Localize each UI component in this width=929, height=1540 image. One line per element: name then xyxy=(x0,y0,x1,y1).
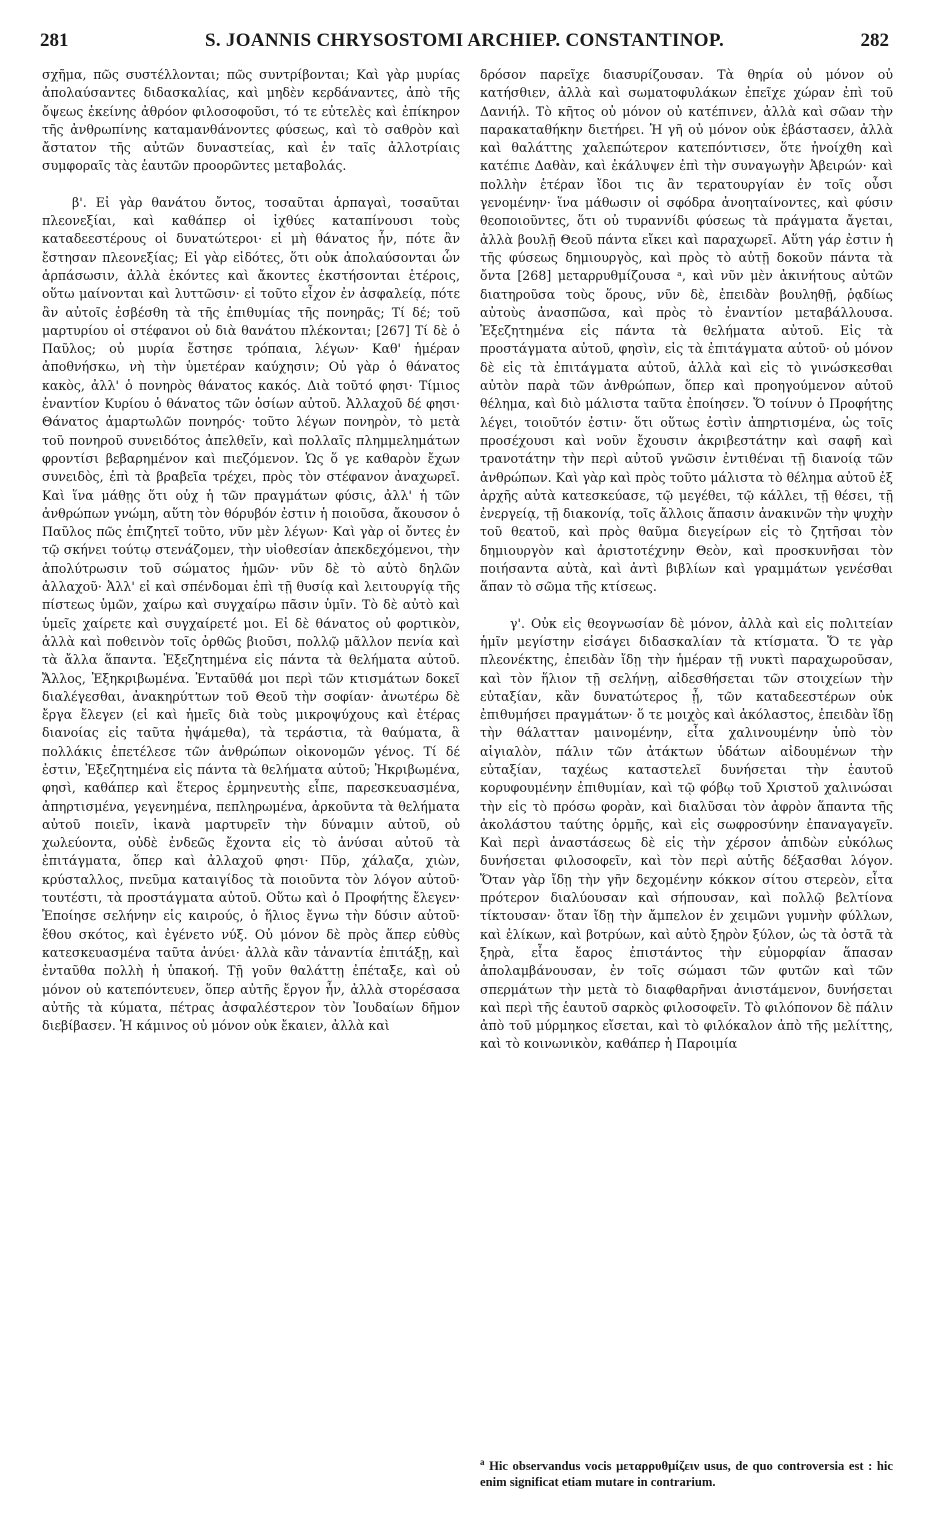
page-header xyxy=(40,30,889,60)
page-number-right: 282 xyxy=(860,30,889,51)
running-title: S. JOANNIS CHRYSOSTOMI ARCHIEP. CONSTANTINOP. xyxy=(204,30,725,51)
left-paragraph-2: β'. Εἰ γὰρ θανάτου ὄντος, τοσαῦται ἁρπαγαὶ, τοσαῦται πλεονεξίαι, καὶ καθάπερ οἱ ἰχθύες καταπίνουσι τοὺς καταδεεστέρους οἱ δυνατώτεροι· εἰ μὴ θάνατος ἦν, πότε ἂν ἔστησαν πλεονεξίας; Εἰ γὰρ εἰδότες, ὅτι οὐκ ἀπολαύσονται ὧν ἁρπάσωσιν, ἀλλὰ ἑκόντες καὶ ἄκοντες ἐκστήσονται ἑτέροις, οὕτω μαίνονται καὶ λυττῶσιν· εἰ τοῦτο εἶχον ἐν ἀσφαλείᾳ, πότε ἂν αὐτοῖς ἐσβέσθη τὰ τῆς ἐπιθυμίας τῆς πονηρᾶς; Τί δέ; τοῦ μαρτυρίου οἱ στέφανοι οὐ διὰ θανάτου πλέκονται; [267] Τί δὲ ὁ Παῦλος; οὐ μυρία ἔστησε τρόπαια, λέγων· Καθ' ἡμέραν ἀποθνήσκω, νὴ τὴν ὑμετέραν καύχησιν; Οὐ γὰρ ὁ θάνατος κακὸς, ἀλλ' ὁ πονηρὸς θάνατος κακός. Διὰ τοῦτό φησι· Τίμιος ἐναντίον Κυρίου ὁ θάνατος τῶν ὁσίων αὐτοῦ. Ἀλλαχοῦ δέ φησι· Θάνατος ἁμαρτωλῶν πονηρός· τοῦτο λέγων πονηρὸν, τὸ μετὰ τοῦ πονηροῦ συνειδότος ἀπελθεῖν, καὶ πολλαῖς πλημμελημάτων φροντίσι βεβαρημένον καὶ πιεζόμενον. Ὡς ὅ γε καθαρὸν ἔχων συνειδὸς, ἐπὶ τὰ βραβεῖα τρέχει, πρὸς τὸν στέφανον ἀναχωρεῖ. Καὶ ἵνα μάθῃς ὅτι οὐχ ἡ τῶν πραγμάτων φύσις, ἀλλ' ἡ τῶν ἀνθρώπων γνώμη, αὕτη τὸν θόρυβόν ἐστιν ἡ ποιοῦσα, ἄκουσον ὁ Παῦλος πῶς ἐπιζητεῖ τοῦτο, νῦν μὲν λέγων· Καὶ γὰρ οἱ ὄντες ἐν τῷ σκήνει τούτῳ στενάζομεν, τὴν υἱοθεσίαν ἀπεκδεχόμενοι, τὴν ἀπολύτρωσιν τοῦ σώματος ἡμῶν· νῦν δὲ τὸ αὐτὸ δηλῶν ἀλλαχοῦ· Ἀλλ' εἰ καὶ σπένδομαι ἐπὶ τῇ θυσίᾳ καὶ λειτουργίᾳ τῆς πίστεως ὑμῶν, χαίρω καὶ συγχαίρω πᾶσιν ὑμῖν. Τὸ δὲ αὐτὸ καὶ ὑμεῖς χαίρετε καὶ συγχαίρετέ μοι. Εἰ δὲ θάνατος οὐ φορτικὸν, ἀλλὰ καὶ ποθεινὸν τοῖς ὀρθῶς βιοῦσι, πολλῷ μᾶλλον πενία καὶ τὰ ἄλλα ἅπαντα. Ἐξεζητημένα εἰς πάντα τὰ θελήματα αὐτοῦ. Ἄλλος, Ἐξηκριβωμένα. Ἐνταῦθά μοι περὶ τῶν κτισμάτων δοκεῖ διαλέγεσθαι, ἀνακηρύττων τοῦ Θεοῦ τὴν σοφίαν· ἀνωτέρω δὲ ἔργα ἔλεγεν (εἰ καὶ ἡμεῖς διὰ τοὺς μικροψύχους καὶ ἑτέρας διανοίας εἰς ταῦτα ἠψάμεθα), τὰ τεράστια, τὰ θαύματα, ἃ πολλάκις ἐπετέλεσε τῶν ἀνθρώπων οἰκονομῶν γένος. Τί δέ ἐστιν, Ἐξεζητημένα εἰς πάντα τὰ θελήματα αὐτοῦ; Ἠκριβωμένα, φησὶ, καθάπερ καὶ ἕτερος ἑρμηνευτὴς εἶπε, παρεσκευασμένα, ἀπηρτισμένα, γεγενημένα, πεπληρωμένα, ἀρκοῦντα τὰ θελήματα αὐτοῦ ποιεῖν, ἱκανὰ μαρτυρεῖν τὴν δύναμιν αὐτοῦ, οὐ χωλεύοντα, οὐδὲ ἐνδεῶς ἔχοντα εἰς τὸ ἀνύσαι αὐτοῦ τὰ ἐπιτάγματα, ὅπερ καὶ ἀλλαχοῦ φησι· Πῦρ, χάλαζα, χιὼν, κρύσταλλος, πνεῦμα καταιγίδος τὰ ποιοῦντα τὸν λόγον αὐτοῦ· τουτέστι, τὰ προστάγματα αὐτοῦ. Οὕτω καὶ ὁ Προφήτης ἔλεγεν· Ἐποίησε σελήνην εἰς καιρούς, ὁ ἥλιος ἔγνω τὴν δύσιν αὐτοῦ· ἔθου σκότος, καὶ ἐγένετο νύξ. Οὐ μόνον δὲ πρὸς ἅπερ εὐθὺς κατεσκευασμένα ταῦτα ἀνύει· ἀλλὰ κἂν τἀναντία ἐπιτάξῃ, καὶ ἐνταῦθα πολλὴ ἡ ὑπακοή. Τῇ γοῦν θαλάττῃ ἐπέταξε, καὶ οὐ μόνον οὐ κατεπόντευεν, ὅπερ αὐτῆς ἔργον ἦν, ἀλλὰ στορέσασα αὐτῆς τὰ κύματα, πέτρας ἀσφαλέστερον τὸν Ἰουδαίων δῆμον διεβίβασεν. Ἡ κάμινος οὐ μόνον οὐκ ἔκαιεν, ἀλλὰ καὶ xyxy=(42,194,460,1034)
footnote-text: Hic observandus vocis μεταρρυθμίζειν usus, de quo controversia est : hic enim significat etiam mutare in contrarium. xyxy=(480,1459,893,1490)
left-paragraph-1: σχῆμα, πῶς συστέλλονται; πῶς συντρίβονται; Καὶ γὰρ μυρίας ἀπολαύσαντες διδασκαλίας, καὶ μηδὲν κερδάναντες, ἀπὸ τῆς ὄψεως ἐκείνης ἀθρόον φιλοσοφοῦσι, τό τε εὐτελὲς καὶ ἐπίκηρον τῆς ἀνθρωπίνης καταμανθάνοντες φύσεως, καὶ τὸ σαθρὸν καὶ ἄστατον τῆς αὐτῶν δυναστείας, καὶ ἐν ταῖς ἀλλοτρίαις συμφοραῖς τὰς ἑαυτῶν προορῶντες μεταβολάς. xyxy=(42,67,460,174)
right-paragraph-2: γ'. Οὐκ εἰς θεογνωσίαν δὲ μόνον, ἀλλὰ καὶ εἰς πολιτείαν ἡμῖν μεγίστην εἰσάγει διδασκαλίαν τὰ κτίσματα. Ὅ τε γὰρ πλεονέκτης, ἐπειδὰν ἴδῃ τὴν ἡμέραν τῇ νυκτὶ παραχωροῦσαν, καὶ τὸν ἥλιον τῇ σελήνῃ, αἰδεσθήσεται τῶν στοιχείων τὴν εὐταξίαν, κἂν δυνατώτερος ᾖ, τῶν καταδεεστέρων οὐκ ἐπιθυμήσει πραγμάτων· ὅ τε μοιχὸς καὶ ἀκόλαστος, ἐπειδὰν ἴδῃ τὴν θάλατταν μαινομένην, εἶτα χαλινουμένην ὑπὸ τὸν αἰγιαλὸν, πάλιν τῶν ἀτάκτων ὑδάτων αἰδουμένων τὴν εὐταξίαν, ταχέως καταστελεῖ δυνήσεται τὴν ἑαυτοῦ κορυφουμένην ἐπιθυμίαν, καὶ τῷ φόβῳ τοῦ Χριστοῦ χαλινώσαι τὴν εἰς τὸ πρόσω φορὰν, καὶ διαλῦσαι τὸν ἀφρὸν ἅπαντα τῆς ἀκολάστου ταύτης ὁρμῆς, καὶ εἰς σωφροσύνην ἐπαναγαγεῖν. Καὶ περὶ ἀναστάσεως δὲ εἰς τὴν χέρσον ἀπιδὼν εὐκόλως δυνήσεται φιλοσοφεῖν, καὶ τὸν περὶ αὐτῆς δέξασθαι λόγον. Ὅταν γὰρ ἴδῃ τὴν γῆν δεχομένην κόκκον σίτου στερεὸν, εἶτα πρότερον διαλύουσαν καὶ σήπουσαν, καὶ πολλῷ βελτίονα τίκτουσαν· ὅταν ἴδῃ τὴν ἄμπελον ἐν χειμῶνι γυμνὴν φύλλων, καὶ ἑλίκων, καὶ βοτρύων, καὶ αὐτὸ ξηρὸν ξύλον, ὡς τὰ ὀστᾶ τὰ ξηρὰ, εἶτα ἔαρος ἐπιστάντος τὴν εὐμορφίαν ἅπασαν ἀπολαμβάνουσαν, ἐν τοῖς σώμασι τῶν φυτῶν καὶ τῶν σπερμάτων τὴν μετὰ τὸ διαφθαρῆναι ἀνιστάμενον, δυνήσεται καὶ περὶ τῆς ἑαυτοῦ σαρκὸς φιλοσοφεῖν. Τὸ φιλόπονον δὲ πάλιν ἀπὸ τοῦ μύρμηκος εἴσεται, καὶ τὸ φιλόκαλον ἀπὸ τῆς μελίττης, καὶ τὸ κοινωνικὸν, καθάπερ ἡ Παροιμία xyxy=(480,615,893,1052)
left-column xyxy=(42,66,460,1035)
footnote-mark: a xyxy=(480,1457,485,1467)
footnote xyxy=(480,1454,893,1490)
right-paragraph-1: δρόσον παρεῖχε διασυρίζουσαν. Τὰ θηρία οὐ μόνον οὐ κατήσθιεν, ἀλλὰ καὶ σωματοφυλάκων ἐπεῖχε χώραν ἐπὶ τοῦ Δανιήλ. Τὸ κῆτος οὐ μόνον οὐ κατέπινεν, ἀλλὰ καὶ σῶαν τὴν παρακαταθήκην διετήρει. Ἡ γῆ οὐ μόνον οὐκ ἐβάστασεν, ἀλλὰ καὶ θαλάττης χαλεπώτερον κατεπόντισεν, ὅτε ἠνοίχθη καὶ κατέπιε Δαθὰν, καὶ ἐκάλυψεν ἐπὶ τὴν συναγωγὴν Ἀβειρών· καὶ πολλὴν ἑτέραν ἴδοι τις ἂν τερατουργίαν ἐν τοῖς οὖσι γενομένην· ἵνα μάθωσιν οἱ σφόδρα ἀνοηταίνοντες, καὶ φύσιν θεοποιοῦντες, ὅτι οὐ τυραννίδι φύσεως τὰ πράγματα ἄγεται, ἀλλὰ βουλῇ Θεοῦ πάντα εἴκει καὶ παραχωρεῖ. Αὕτη γάρ ἐστιν ἡ τῆς φύσεως δημιουργὸς, καὶ πρὸς τὸ αὐτῇ δοκοῦν πάντα τὰ ὄντα [268] μεταρρυθμίζουσα ᵃ, καὶ νῦν μὲν ἀκινήτους αὐτῶν διατηροῦσα τοὺς ὅρους, νῦν δὲ, ἐπειδὰν βουληθῇ, ῥᾳδίως αὐτοὺς ἀνασπῶσα, καὶ πρὸς τὸ ἐναντίον μεταβάλλουσα. Ἐξεζητημένα εἰς πάντα τὰ θελήματα αὐτοῦ. Εἰς τὰ προστάγματα αὐτοῦ, φησὶν, εἰς τὰ ἐπιτάγματα αὐτοῦ· οὐ μόνον δὲ εἰς τὰ ἐπιτάγματα αὐτοῦ, ἀλλὰ καὶ εἰς τὸ γινώσκεσθαι αὐτὸν παρὰ τῶν ἀνθρώπων, ὅπερ καὶ προηγούμενον αὐτοῦ θέλημα, καὶ διὸ μάλιστα ταῦτα ἐποίησεν. Ὅ τοίνυν ὁ Προφήτης λέγει, τοιοῦτόν ἐστιν· ὅτι οὕτως ἐστὶν ἀπηρτισμένα, ὡς τοῖς προσέχουσι καὶ νοῦν ἔχουσιν ἀκριβεστάτην καὶ σαφῆ καὶ τρανοτάτην τὴν περὶ αὐτοῦ γνῶσιν ἐντιθέναι τῇ διανοίᾳ τῶν ἀνθρώπων. Καὶ γὰρ καὶ πρὸς τοῦτο μάλιστα τὸ θέλημα αὐτοῦ ἐξ ἀρχῆς αὐτὰ κατεσκεύασε, τῷ μεγέθει, τῷ κάλλει, τῇ θέσει, τῇ ἐνεργείᾳ, τῇ διακονίᾳ, τοῖς ἄλλοις ἅπασιν ἀνακινῶν τὴν ψυχὴν τοῦ θεατοῦ, καὶ πρὸς θαῦμα διεγείρων εἰς τὸ ζητῆσαι τὸν δημιουργὸν καὶ ἀριστοτέχνην Θεὸν, καὶ προσκυνῆσαι τὸν ποιήσαντα αὐτὰ, καὶ ἀντὶ βιβλίων καὶ γραμμάτων γενέσθαι ἅπαν τὸ σῶμα τῆς κτίσεως. xyxy=(480,67,893,595)
page-number-left: 281 xyxy=(40,30,69,51)
right-column xyxy=(480,66,893,1054)
